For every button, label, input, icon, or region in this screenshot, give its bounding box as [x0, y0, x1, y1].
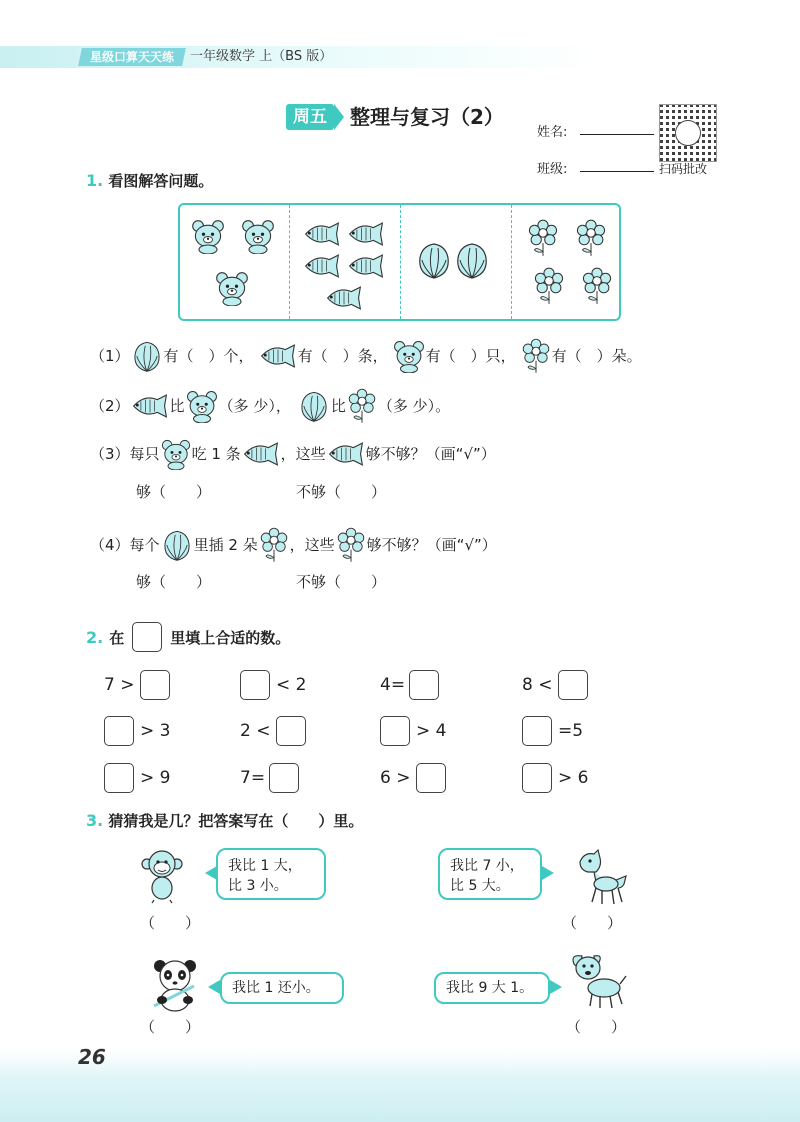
q4-text-b: 里插 2 朵 [193, 536, 258, 554]
flower-icon [346, 387, 378, 425]
flower-icon [580, 266, 614, 306]
cabbage-icon [297, 387, 331, 425]
flower-icon [258, 526, 290, 564]
flower-icon [520, 337, 552, 375]
answer-box[interactable] [522, 716, 552, 746]
q4-text-c: ，这些 [289, 536, 335, 554]
bear-icon [214, 270, 250, 306]
q3-enough-option[interactable]: 够（ ） [136, 483, 212, 501]
name-field[interactable] [580, 120, 654, 135]
panel-divider [289, 205, 290, 319]
compare-text: > 9 [140, 768, 171, 788]
answer-box[interactable] [104, 763, 134, 793]
dog-speech-bubble [434, 972, 550, 1004]
q1-number: （1） [90, 347, 130, 365]
section3-heading [86, 810, 363, 831]
compare-text: < 2 [276, 675, 307, 695]
series-title: 星级口算天天练 [90, 50, 175, 64]
flower-icon [526, 218, 560, 258]
q1-bear-blank[interactable]: 有（ ）只， [425, 347, 516, 365]
compare-text: > 4 [416, 721, 447, 741]
horse-clue-2: 比 5 大。 [450, 878, 510, 894]
compare-item [240, 716, 306, 746]
section1-heading [86, 170, 213, 191]
bubble-tail [208, 980, 220, 994]
section1-number: 1. [86, 171, 104, 190]
compare-item [380, 670, 439, 700]
qr-mascot-icon [675, 120, 701, 146]
q2-number: （2） [90, 397, 130, 415]
horse-clue-1: 我比 7 小， [450, 858, 524, 874]
horse-speech-bubble [438, 848, 542, 900]
monkey-speech-bubble [216, 848, 326, 900]
monkey-icon [140, 848, 186, 904]
fish-icon [346, 252, 386, 280]
footer-band [0, 1050, 800, 1122]
compare-item [104, 670, 170, 700]
bubble-tail [550, 980, 562, 994]
page-title: 整理与复习（2） [350, 105, 504, 129]
compare-item [240, 670, 306, 700]
compare-text: 2 < [240, 721, 271, 741]
panda-speech-bubble [220, 972, 344, 1004]
compare-item [522, 716, 583, 746]
compare-text: 8 < [522, 675, 553, 695]
q4-number: （4） [90, 536, 130, 554]
compare-text: 4= [380, 675, 406, 695]
answer-box[interactable] [240, 670, 270, 700]
section3-number: 3. [86, 811, 104, 830]
compare-item [240, 763, 299, 793]
compare-text: 7 > [104, 675, 135, 695]
class-field[interactable] [580, 157, 654, 172]
answer-box[interactable] [558, 670, 588, 700]
fish-icon [326, 440, 366, 468]
compare-text: 7= [240, 768, 266, 788]
panda-clue: 我比 1 还小。 [232, 980, 320, 996]
compare-text: > 3 [140, 721, 171, 741]
q3-text-b: 吃 1 条 [191, 445, 241, 463]
panel-divider [400, 205, 401, 319]
dog-icon [568, 952, 628, 1010]
q4-text-a: 每个 [129, 536, 160, 554]
horse-icon [572, 848, 632, 908]
compare-text: 6 > [380, 768, 411, 788]
compare-item [104, 763, 170, 793]
fish-icon [324, 284, 364, 312]
q3-number: （3） [90, 445, 130, 463]
class-label: 班级: [537, 162, 568, 177]
question-1-2 [90, 386, 450, 426]
book-subtitle: 一年级数学 上（BS 版） [190, 49, 333, 64]
dog-answer[interactable]: （ ） [566, 1018, 627, 1036]
answer-box[interactable] [380, 716, 410, 746]
compare-item [522, 763, 588, 793]
flower-icon [574, 218, 608, 258]
monkey-answer[interactable]: （ ） [140, 914, 201, 932]
section2-text-a: 在 [109, 628, 125, 647]
compare-text: =5 [558, 721, 584, 741]
section2-text-b: 里填上合适的数。 [170, 628, 291, 647]
name-label: 姓名: [537, 125, 568, 140]
fish-icon [302, 220, 342, 248]
answer-box[interactable] [104, 716, 134, 746]
horse-answer[interactable]: （ ） [562, 914, 623, 932]
fish-icon [130, 392, 170, 420]
answer-box[interactable] [522, 763, 552, 793]
answer-box[interactable] [140, 670, 170, 700]
q2-compare-word-2: 比 [330, 397, 346, 415]
q4-not-enough-option[interactable]: 不够（ ） [296, 573, 387, 591]
question-1-3 [90, 434, 496, 474]
question-1-4 [90, 524, 497, 566]
cabbage-icon [130, 337, 164, 375]
section2-number: 2. [86, 627, 104, 647]
q3-not-enough-option[interactable]: 不够（ ） [296, 483, 387, 501]
monkey-clue-1: 我比 1 大， [228, 858, 302, 874]
q1-cabbage-blank[interactable]: 有（ ）个， [163, 347, 254, 365]
bubble-tail [542, 866, 554, 880]
compare-text: > 6 [558, 768, 589, 788]
section2-heading [86, 622, 290, 652]
example-box [132, 622, 162, 652]
answer-box[interactable] [416, 763, 446, 793]
panel-divider [511, 205, 512, 319]
panda-icon [150, 956, 200, 1012]
answer-box[interactable] [276, 716, 306, 746]
bear-icon [160, 438, 192, 470]
bear-icon [190, 218, 226, 254]
section3-text: 猜猜我是几？把答案写在（ ）里。 [108, 812, 364, 830]
q4-text-d: 够不够？（画“√”） [366, 536, 497, 554]
series-tag [78, 48, 186, 66]
q4-enough-option[interactable]: 够（ ） [136, 573, 212, 591]
compare-item [380, 763, 446, 793]
cabbage-icon [414, 240, 454, 280]
q2-more-less-choice-2[interactable]: （多 少）。 [377, 397, 451, 415]
bear-icon [185, 389, 219, 423]
compare-item [522, 670, 588, 700]
answer-box[interactable] [409, 670, 439, 700]
qr-caption: 扫码批改 [659, 162, 708, 176]
compare-item [104, 716, 170, 746]
q2-compare-word: 比 [169, 397, 185, 415]
day-badge: 周五 [286, 104, 334, 130]
q1-fish-blank[interactable]: 有（ ）条， [297, 347, 388, 365]
bear-icon [392, 339, 426, 373]
fish-icon [258, 342, 298, 370]
cabbage-icon [452, 240, 492, 280]
panda-answer[interactable]: （ ） [140, 1018, 201, 1036]
bear-icon [240, 218, 276, 254]
flower-icon [532, 266, 566, 306]
q3-text-a: 每只 [129, 445, 160, 463]
fish-icon [302, 252, 342, 280]
question-1-1 [90, 336, 642, 376]
fish-icon [241, 440, 281, 468]
q2-more-less-choice[interactable]: （多 少）， [218, 397, 291, 415]
q3-text-c: ，这些 [280, 445, 326, 463]
monkey-clue-2: 比 3 小。 [228, 878, 288, 894]
day-badge-arrow [334, 104, 344, 130]
page-number: 26 [78, 1045, 106, 1069]
flower-icon [335, 526, 367, 564]
cabbage-icon [160, 526, 194, 564]
section1-text: 看图解答问题。 [108, 172, 214, 190]
q1-flower-blank[interactable]: 有（ ）朵。 [551, 347, 642, 365]
dog-clue: 我比 9 大 1。 [446, 980, 534, 996]
answer-box[interactable] [269, 763, 299, 793]
compare-item [380, 716, 446, 746]
q3-text-d: 够不够？（画“√”） [365, 445, 496, 463]
fish-icon [346, 220, 386, 248]
